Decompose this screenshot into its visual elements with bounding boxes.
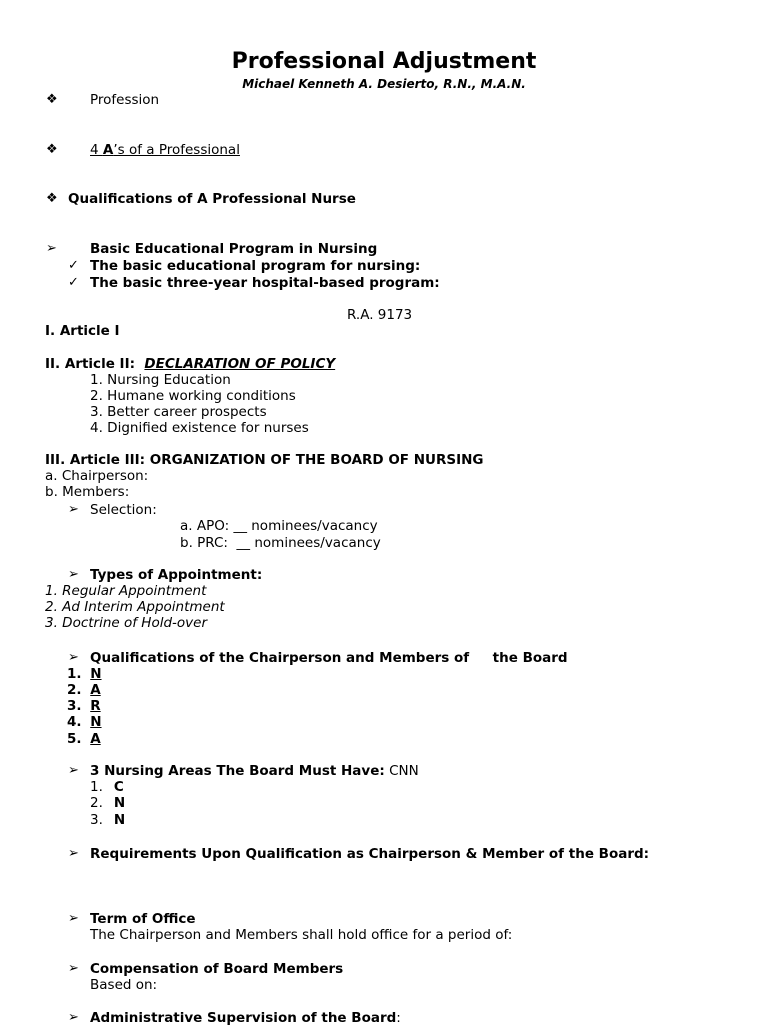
arrow-bullet-icon: ➢	[68, 567, 79, 582]
bullet-profession: Profession	[90, 92, 160, 108]
page-title: Professional Adjustment	[231, 49, 537, 74]
prc-line: b. PRC: __ nominees/vacancy	[180, 535, 381, 551]
arrow-bullet-icon: ➢	[68, 650, 79, 665]
author-line: Michael Kenneth A. Desierto, R.N., M.A.N.	[242, 77, 526, 91]
item-letter: N	[90, 666, 102, 682]
admin-heading-text: Administrative Supervision of the Board	[90, 1010, 397, 1026]
chairperson-label: a. Chairperson:	[45, 468, 149, 484]
diamond-bullet-icon: ❖	[46, 92, 58, 107]
diamond-bullet-icon: ❖	[46, 142, 58, 157]
term-text: The Chairperson and Members shall hold office for a period of:	[90, 927, 513, 943]
article-1: I. Article I	[45, 323, 120, 339]
item-number: 3.	[90, 812, 103, 828]
types-heading: Types of Appointment:	[90, 567, 263, 583]
item-number: 3.	[67, 698, 82, 714]
arrow-bullet-icon: ➢	[68, 911, 79, 926]
requirements-heading: Requirements Upon Qualification as Chairperson & Member of the Board:	[90, 846, 650, 862]
nursing-areas-heading	[90, 763, 419, 779]
areas-heading-text: 3 Nursing Areas The Board Must Have:	[90, 763, 385, 779]
area-item	[90, 779, 124, 795]
check-icon: ✓	[68, 275, 79, 290]
basic-program-heading: Basic Educational Program in Nursing	[90, 241, 378, 257]
item-letter: N	[90, 714, 102, 730]
arrow-bullet-icon: ➢	[46, 241, 57, 256]
basic-three-year-program: The basic three-year hospital-based program:	[90, 275, 440, 291]
item-number: 1.	[67, 666, 82, 682]
item-letter: A	[90, 731, 101, 747]
article-2-policy: DECLARATION OF POLICY	[144, 356, 336, 372]
apo-line: a. APO: __ nominees/vacancy	[180, 518, 378, 534]
article-2	[45, 356, 335, 372]
four-as-prefix: 4	[90, 142, 103, 158]
item-number: 4.	[67, 714, 82, 730]
arrow-bullet-icon: ➢	[68, 846, 79, 861]
arrow-bullet-icon: ➢	[68, 502, 79, 517]
arrow-bullet-icon: ➢	[68, 1010, 79, 1025]
selection-label: Selection:	[90, 502, 157, 518]
qualification-item	[67, 666, 102, 682]
check-icon: ✓	[68, 258, 79, 273]
policy-item: 4. Dignified existence for nurses	[90, 420, 309, 436]
item-letter: N	[113, 795, 126, 811]
qualification-item	[67, 714, 102, 730]
arrow-bullet-icon: ➢	[68, 961, 79, 976]
item-letter: A	[90, 682, 101, 698]
term-heading: Term of Office	[90, 911, 196, 927]
policy-item: 3. Better career prospects	[90, 404, 267, 420]
article-3: III. Article III: ORGANIZATION OF THE BOARD OF NURSING	[45, 452, 484, 468]
area-item	[90, 795, 125, 811]
type-item: 3. Doctrine of Hold-over	[45, 615, 208, 631]
members-label: b. Members:	[45, 484, 130, 500]
ra-heading: R.A. 9173	[347, 307, 413, 323]
bullet-four-as	[90, 142, 240, 158]
basic-nursing-program: The basic educational program for nursing:	[90, 258, 421, 274]
areas-value: CNN	[384, 763, 419, 779]
type-item: 1. Regular Appointment	[45, 583, 207, 599]
item-letter: N	[113, 812, 126, 828]
qualification-item	[67, 682, 101, 698]
policy-item: 2. Humane working conditions	[90, 388, 296, 404]
item-number: 5.	[67, 731, 82, 747]
item-number: 2.	[67, 682, 82, 698]
item-number: 1.	[90, 779, 103, 795]
qualification-item	[67, 698, 101, 714]
area-item	[90, 812, 125, 828]
qualifications-heading: Qualifications of the Chairperson and Members of the Board	[90, 650, 568, 666]
item-number: 2.	[90, 795, 103, 811]
policy-item: 1. Nursing Education	[90, 372, 231, 388]
four-as-suffix: ’s of a Professional	[113, 142, 240, 158]
diamond-bullet-icon: ❖	[46, 191, 58, 206]
admin-colon: :	[396, 1010, 401, 1026]
item-letter: C	[113, 779, 124, 795]
compensation-heading: Compensation of Board Members	[90, 961, 344, 977]
bullet-qualifications: Qualifications of A Professional Nurse	[68, 191, 356, 207]
item-letter: R	[90, 698, 101, 714]
type-item: 2. Ad Interim Appointment	[45, 599, 225, 615]
four-as-bold: A	[102, 142, 114, 158]
article-2-label: II. Article II:	[45, 356, 145, 372]
arrow-bullet-icon: ➢	[68, 763, 79, 778]
qualification-item	[67, 731, 101, 747]
compensation-text: Based on:	[90, 977, 158, 993]
